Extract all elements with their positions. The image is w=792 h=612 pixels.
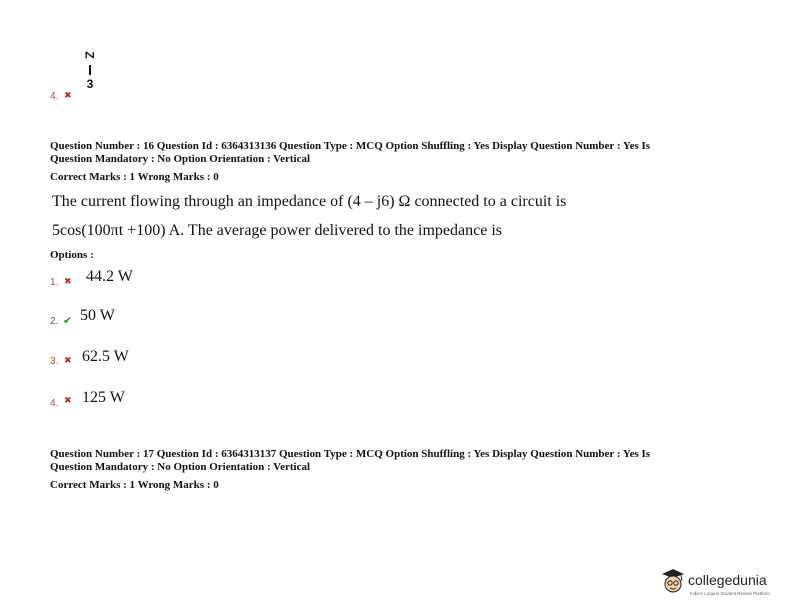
q16-text-line1: The current flowing through an impedance of (4 – j6) Ω connected to a circuit is [52, 193, 567, 210]
wrong-icon: ✖ [64, 277, 72, 287]
q16-marks: Correct Marks : 1 Wrong Marks : 0 [50, 171, 219, 183]
q16-meta [50, 140, 750, 166]
option-3-text: 62.5 W [82, 348, 129, 365]
wrong-icon: ✖ [64, 91, 72, 101]
q17-meta [50, 448, 750, 474]
option-2-text: 50 W [80, 307, 115, 324]
fraction-numerator: Z [83, 51, 97, 59]
q16-meta-line1: Question Number : 16 Question Id : 6364313136 Question Type : MCQ Option Shuffling : Yes Display Question Number : Yes Is [50, 140, 651, 152]
prev-option-number: 4. [50, 91, 59, 102]
wrong-icon: ✖ [64, 356, 72, 366]
option-1-number: 1. [50, 277, 59, 288]
fraction-denominator: 3 [86, 77, 94, 91]
logo-tagline: India's Largest Student Review Platform [690, 591, 770, 596]
q16-meta-line2: Question Mandatory : No Option Orientation : Vertical [50, 153, 311, 165]
option-4-text: 125 W [82, 389, 125, 406]
prev-option-fraction [82, 46, 98, 91]
mascot-icon [660, 566, 686, 596]
option-2-number: 2. [50, 316, 59, 327]
logo-wordmark: collegedunia [688, 572, 767, 588]
q16-text-line2: 5cos(100πt +100) A. The average power delivered to the impedance is [52, 222, 502, 239]
wrong-icon: ✖ [64, 396, 72, 406]
q17-meta-line2: Question Mandatory : No Option Orientation : Vertical [50, 461, 311, 473]
options-label: Options : [50, 249, 94, 261]
correct-check-icon: ✔ [63, 314, 73, 327]
option-1-text: 44.2 W [86, 268, 133, 285]
collegedunia-logo [660, 564, 780, 604]
option-3-number: 3. [50, 356, 59, 367]
option-4-number: 4. [50, 398, 59, 409]
fraction-bar [89, 65, 91, 75]
q17-marks: Correct Marks : 1 Wrong Marks : 0 [50, 479, 219, 491]
q17-meta-line1: Question Number : 17 Question Id : 6364313137 Question Type : MCQ Option Shuffling : Yes Display Question Number : Yes Is [50, 448, 651, 460]
